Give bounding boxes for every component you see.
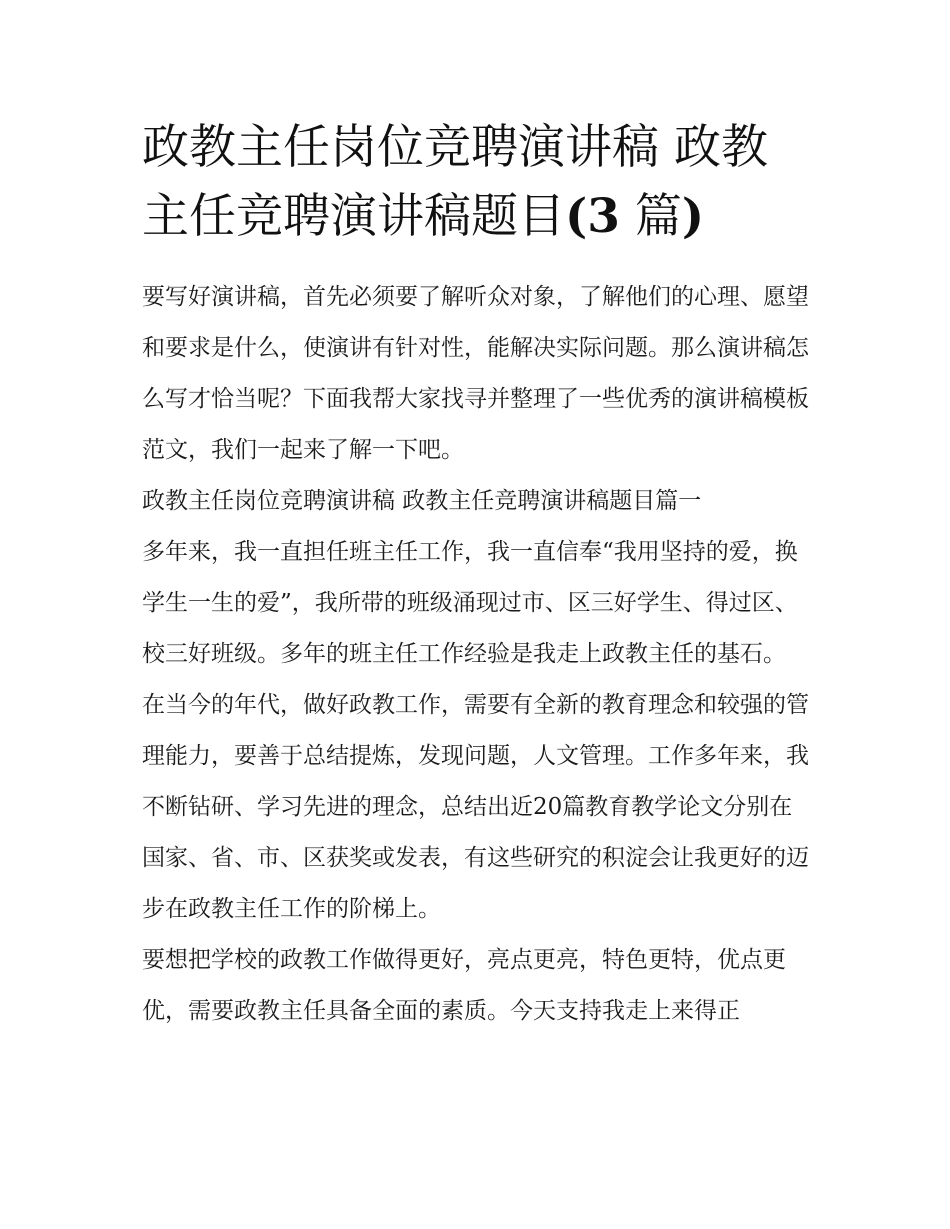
title-unit: 篇 [619,189,682,244]
document-body [142,113,814,1037]
document-title [142,113,814,251]
title-count: (3 [565,189,620,244]
body-paragraph: 多年来，我一直担任班主任工作，我一直信奉“我用坚持的爱，换学生一生的爱”，我所带的班级涌现过市、区三好学生、得过区、校三好班级。多年的班主任工作经验是我走上政教主任的基石。 [142,539,798,667]
body-paragraph: 要想把学校的政教工作做得更好，亮点更亮，特色更特，优点更优，需要政教主任具备全面的素质。今天支持我走上来得正 [142,947,786,1024]
intro-paragraph: 要写好演讲稿，首先必须要了解听众对象，了解他们的心理、愿望和要求是什么，使演讲有针对性，能解决实际问题。那么演讲稿怎么写才恰当呢？下面我帮大家找寻并整理了一些优秀的演讲稿模板范文，我们一起来了解一下吧。 [142,284,809,463]
body-paragraph: 在当今的年代，做好政教工作，需要有全新的教育理念和较强的管理能力，要善于总结提炼，发现问题，人文管理。工作多年来，我不断钻研、学习先进的理念，总结出近20篇教育教学论文分别在国家、省、市、区获奖或发表，有这些研究的积淀会让我更好的迈步在政教主任工作的阶梯上。 [142,692,809,922]
title-close-paren: ) [681,189,705,244]
section-heading: 政教主任岗位竞聘演讲稿 政教主任竞聘演讲稿题目篇一 [142,488,702,514]
title-text: 政教主任岗位竞聘演讲稿 政教主任竞聘演讲稿题目 [142,120,768,244]
